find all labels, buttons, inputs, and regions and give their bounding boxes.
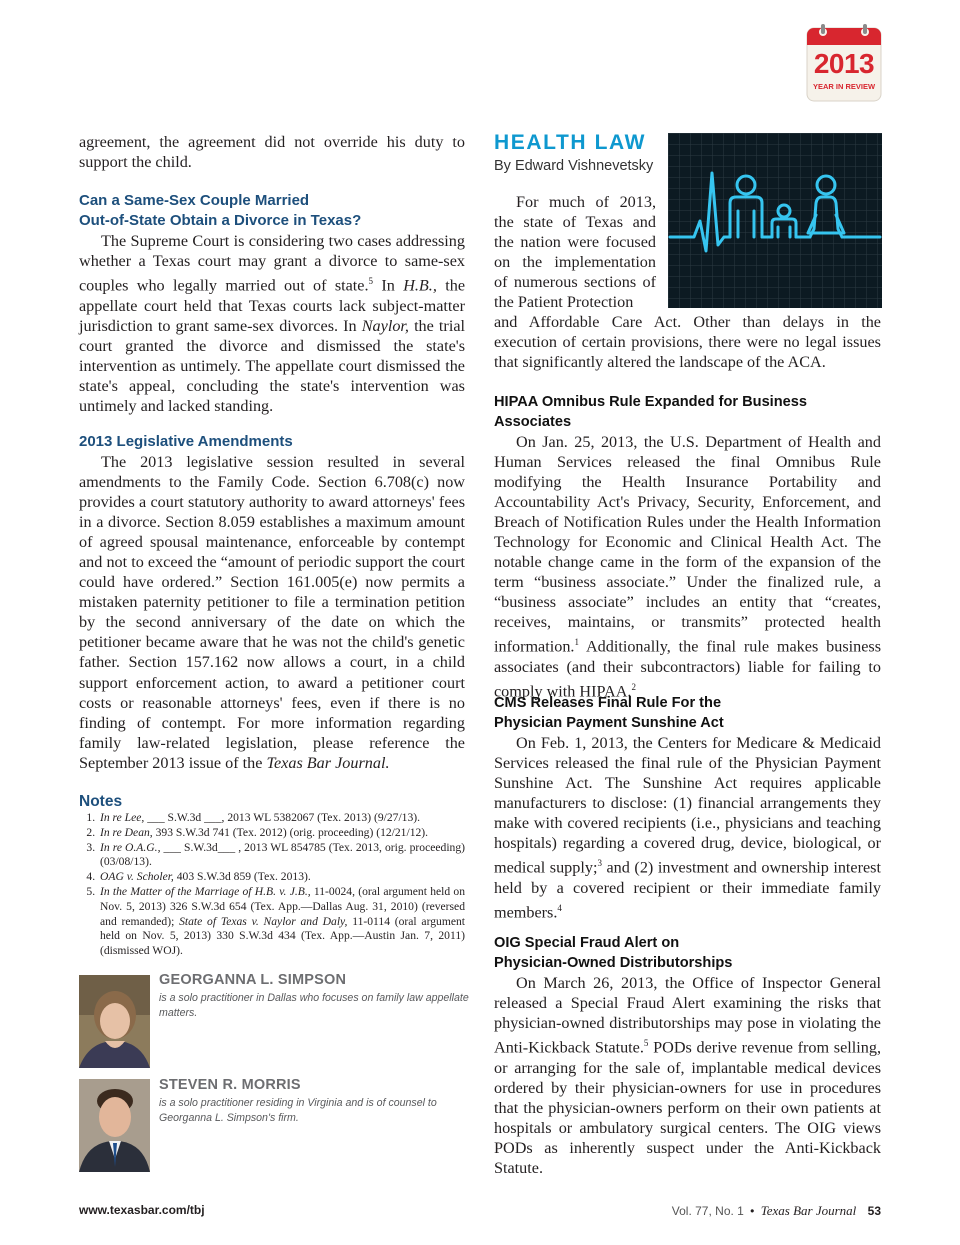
- case-name: Naylor,: [361, 316, 409, 335]
- text: In: [373, 276, 404, 295]
- citation: ___ S.W.3d___ , 2013 WL 854785 (Tex. 2013, orig. proceeding) (03/08/13).: [100, 840, 465, 869]
- volume-number: Vol. 77, No. 1: [671, 1204, 744, 1218]
- notes-list: [79, 811, 465, 959]
- footnote-ref: 1: [574, 637, 579, 648]
- citation: 11-0114 (oral argument held on Nov. 5, 2013) 330 S.W.3d 434 (Tex. App.—Austin Jan. 7, 2011) (dismissed WOJ).: [100, 914, 466, 958]
- text: The 2013 legislative session resulted in several amendments to the Family Code. Section 6.708(c) now provides a court statutory authority to award attorneys' fees in a divorce. Section 8.059 establishes a maximum amount of agreed spousal maintenance, enforceable by contempt and not to exceed the “amount of periodic support the court could have ordered.” Section 161.005(e) now permits a mistaken paternity petitioner to file a termination petition by the second anniversary of the date on which the petitioner became aware that he was not the child's genetic father. Section 157.162 now allows a court, in a child support enforcement action, to award a petitioner court costs or reasonable attorneys' fees, even if there is no finding of contempt. For more information regarding family law-related legislation, please reference the September 2013 issue of the: [79, 453, 465, 772]
- section-sunshine-act: [494, 693, 881, 922]
- footnote-ref: 3: [597, 858, 602, 869]
- section-title: HEALTH LAW: [494, 131, 647, 154]
- badge-year: 2013: [813, 48, 875, 79]
- text: and (2) investment and ownership interest held by a covered recipient or their immediate family members.: [494, 858, 881, 922]
- heading-line-2: Physician Payment Sunshine Act: [494, 715, 724, 731]
- footer-url[interactable]: www.texasbar.com/tbj: [79, 1203, 205, 1217]
- intro-paragraph: agreement, the agreement did not override his duty to support the child.: [79, 133, 465, 172]
- paragraph: [79, 231, 465, 416]
- text: The Supreme Court is considering two cases addressing whether a Texas court may grant a divorce to same-sex couples who legally married out of state.: [79, 232, 465, 295]
- section-legislative-amendments: [79, 432, 465, 773]
- heading-line-1: CMS Releases Final Rule For the: [494, 695, 722, 711]
- author-bio: is a solo practitioner residing in Virginia and is of counsel to Georganna L. Simpson's firm.: [159, 1097, 437, 1124]
- section-heading: [494, 933, 881, 973]
- intro-wrapped: [494, 192, 656, 312]
- text: On Jan. 25, 2013, the U.S. Department of Health and Human Services released the final Omnibus Rule modifying the Health Insurance Portability and Accountability Act's Privacy, Security, Enforcement, and Breach of Notification Rules under the Health Information Technology for Economic and Clinical Health Act. The notable change came in the form of the expansion of the term “business associate.” Under the finalized rule, a “business associate” includes an entity that “creates, receives, maintains, or transmits” protected health information.: [494, 433, 881, 656]
- note-item: [98, 885, 465, 959]
- case-name: State of Texas v. Naylor and Daly,: [179, 914, 348, 928]
- section-heading: [494, 693, 881, 733]
- citation: 403 S.W.3d 859 (Tex. 2013).: [173, 870, 311, 884]
- page-number: 53: [867, 1204, 881, 1218]
- author-bio: is a solo practitioner in Dallas who focuses on family law appellate matters.: [159, 992, 469, 1019]
- paragraph: [79, 452, 465, 773]
- case-name: OAG v. Scholer,: [100, 870, 174, 884]
- case-name: In re Lee,: [100, 811, 145, 824]
- text: On March 26, 2013, the Office of Inspector General released a Special Fraud Alert examining the risks that physician-owned distributorships may pose in violating the Anti-Kickback Statute.: [494, 974, 881, 1057]
- section-heading: HIPAA Omnibus Rule Expanded for Business Associates: [494, 394, 808, 430]
- notes-section: [79, 793, 465, 959]
- heading-line-2: Physician-Owned Distributorships: [494, 955, 733, 971]
- case-name: H.B.,: [403, 276, 437, 295]
- separator-bullet: •: [750, 1204, 755, 1218]
- ekg-family-icon: [668, 133, 882, 308]
- badge-caption: YEAR IN REVIEW: [812, 82, 876, 91]
- author-name: STEVEN R. MORRIS: [159, 1077, 301, 1093]
- author-photo-morris: [79, 1079, 150, 1172]
- paragraph: and Affordable Care Act. Other than delays in the execution of certain provisions, there were no legal issues that significantly altered the landscape of the ACA.: [494, 313, 881, 372]
- left-intro: [79, 132, 465, 172]
- footnote-ref: 4: [557, 902, 562, 913]
- note-item: [98, 811, 465, 826]
- text: PODs derive revenue from selling, or arranging for the sale of, implantable medical devices ordered by their physician-owners for use in procedures that the physician-owners perform on their own patients at hospitals or ambulatory surgical centers. The OIG views PODs as inherently suspect under the Anti-Kickback Statute.: [494, 1038, 882, 1177]
- year-in-review-badge: [806, 22, 882, 102]
- author-photo-simpson: [79, 975, 150, 1068]
- text: the trial court granted the divorce and dismissed the state's intervention as untimely. The appellate court dismissed the state's appeal, concluding the state's intervention was untimely and lacked standing.: [79, 316, 465, 415]
- case-name: In the Matter of the Marriage of H.B. v. J.B.,: [100, 884, 311, 898]
- text: Additionally, the final rule makes business associates (and their subcontractors) liable for failing to comply with HIPAA.: [494, 637, 881, 701]
- heading-line-1: OIG Special Fraud Alert on: [494, 935, 680, 951]
- note-item: [98, 870, 465, 885]
- section-hipaa: [494, 392, 881, 701]
- portrait-image: [79, 975, 150, 1068]
- footnote-ref: 2: [631, 681, 636, 692]
- bio-morris: [159, 1077, 471, 1126]
- case-name: In re O.A.G.,: [100, 840, 161, 854]
- paragraph: [494, 973, 881, 1178]
- health-illustration: [668, 133, 882, 308]
- citation: ___ S.W.3d ___, 2013 WL 5382067 (Tex. 2013) (9/27/13).: [144, 811, 421, 824]
- section-heading: [79, 191, 465, 231]
- heading-line-2: Out-of-State Obtain a Divorce in Texas?: [79, 212, 362, 229]
- journal-name: Texas Bar Journal.: [266, 753, 390, 772]
- heading-line-1: Can a Same-Sex Couple Married: [79, 192, 310, 209]
- footer-issue: [672, 1203, 881, 1219]
- paragraph: [494, 733, 881, 922]
- section-same-sex-divorce: [79, 191, 465, 416]
- section-oig-fraud-alert: [494, 933, 881, 1178]
- author-name: GEORGANNA L. SIMPSON: [159, 972, 347, 988]
- section-heading: 2013 Legislative Amendments: [79, 433, 293, 450]
- bio-simpson: [159, 972, 471, 1021]
- citation: 11-0024, (oral argument held on Nov. 5, 2013) 326 S.W.3d 654 (Tex. App.—Dallas Aug. 31, 2010) (reversed and remanded);: [100, 884, 465, 928]
- journal-name: Texas Bar Journal: [760, 1203, 857, 1218]
- text: the appellate court held that Texas courts lack subject-matter jurisdiction to grant same-sex divorces. In: [79, 276, 466, 335]
- intro-full: [494, 312, 881, 372]
- paragraph: [494, 432, 881, 701]
- text: On Feb. 1, 2013, the Centers for Medicare & Medicaid Services released the final rule of the Physician Payment Sunshine Act. The Sunshine Act requires applicable manufacturers to disclose: (1) financial arrangements they make with covered recipients (i.e., physicians and teaching hospitals) regarding a covered drug, device, biological, or medical supply;: [494, 734, 881, 877]
- paragraph: For much of 2013, the state of Texas and the nation were focused on the implementation of numerous sections of the Patient Protection: [494, 193, 656, 312]
- note-item: [98, 826, 465, 841]
- portrait-image: [79, 1079, 150, 1172]
- note-item: [98, 841, 465, 871]
- byline: By Edward Vishnevetsky: [494, 158, 654, 174]
- notes-heading: Notes: [79, 793, 123, 810]
- footnote-ref: 5: [643, 1038, 649, 1049]
- footnote-ref: 5: [368, 276, 374, 287]
- case-name: In re Dean,: [100, 825, 153, 839]
- citation: 393 S.W.3d 741 (Tex. 2012) (orig. proceeding) (12/21/12).: [152, 825, 429, 839]
